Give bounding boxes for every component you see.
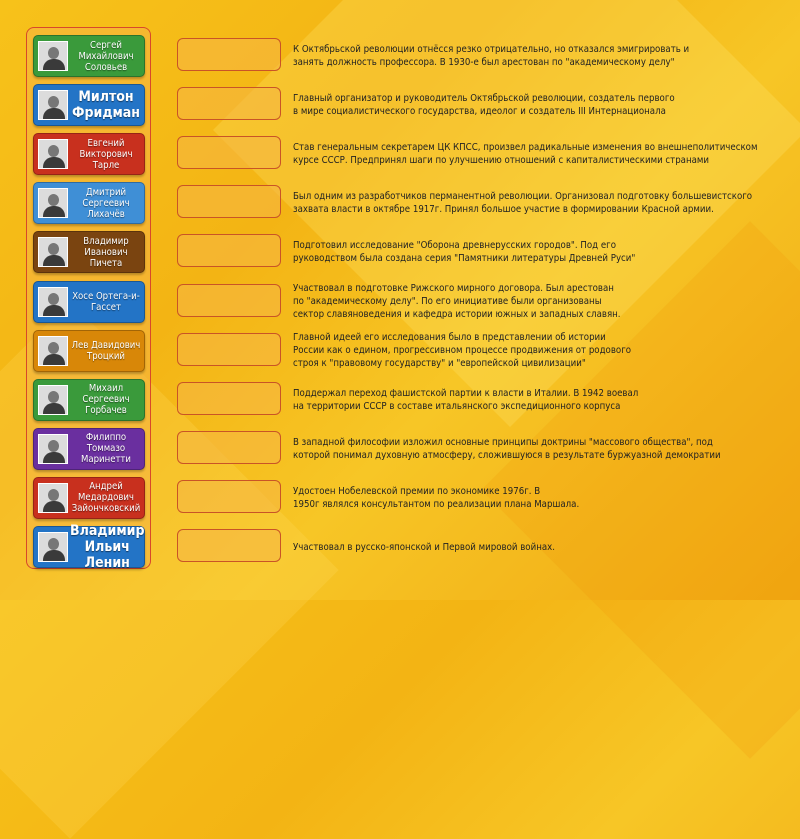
- description-text: [293, 387, 763, 413]
- person-name: Лев Давидович Троцкий: [71, 339, 141, 362]
- answer-slot[interactable]: [177, 480, 281, 513]
- portrait-photo: [38, 532, 68, 562]
- answer-slot[interactable]: [177, 382, 281, 415]
- description-text: [293, 436, 763, 462]
- description-line: 1950г являлся консультантом по реализации плана Маршала.: [293, 498, 580, 510]
- person-name: Евгений Викторович Тарле: [79, 137, 133, 171]
- person-card[interactable]: [33, 428, 145, 470]
- portrait-photo: [38, 41, 68, 71]
- answer-slot[interactable]: [177, 185, 281, 218]
- portrait-photo: [38, 483, 68, 513]
- person-name: Владимир Иванович Пичета: [83, 235, 129, 269]
- description-line: Участвовал в подготовке Рижского мирного договора. Был арестован: [293, 283, 614, 294]
- description-line: В западной философии изложил основные принципы доктрины "массового общества", под: [293, 436, 713, 448]
- description-line: по "академическому делу". По его инициативе были организованы: [293, 296, 602, 307]
- person-card[interactable]: [33, 133, 145, 175]
- person-name: Михаил Сергеевич Горбачев: [82, 383, 130, 417]
- person-name: Филиппо Томмазо Маринетти: [81, 432, 131, 466]
- answer-slot[interactable]: [177, 431, 281, 464]
- answer-slot[interactable]: [177, 333, 281, 366]
- description-text: [293, 43, 763, 69]
- person-name: Сергей Михайлович Соловьев: [78, 39, 134, 73]
- description-text: [293, 92, 763, 118]
- description-line: Поддержал переход фашистской партии к власти в Италии. В 1942 воевал: [293, 387, 639, 399]
- answer-slot[interactable]: [177, 87, 281, 120]
- description-line: Подготовил исследование "Оборона древнерусских городов". Под его: [293, 240, 616, 252]
- person-name: Милтон Фридман: [72, 89, 140, 122]
- description-line: К Октябрьской революции отнёсся резко отрицательно, но отказался эмигрировать и: [293, 44, 690, 55]
- description-line: сектор славяноведения и кафедра истории южных и западных славян.: [293, 309, 621, 320]
- portrait-photo: [38, 139, 68, 169]
- description-line: Участвовал в русско-японской и Первой мировой войнах.: [293, 541, 555, 553]
- description-line: захвата власти в октябре 1917г. Принял большое участие в формировании Красной армии.: [293, 204, 714, 216]
- person-card[interactable]: [33, 477, 145, 519]
- portrait-photo: [38, 336, 68, 366]
- description-text: [293, 282, 763, 321]
- answer-slot[interactable]: [177, 529, 281, 562]
- portrait-photo: [38, 90, 68, 120]
- person-card[interactable]: [33, 182, 145, 224]
- description-line: России как о едином, прогрессивном процессе продвижения от родового: [293, 345, 632, 357]
- description-line: которой понимал духовную атмосферу, сложившуюся в результате буржуазной демократии: [293, 449, 721, 461]
- person-card[interactable]: [33, 330, 145, 372]
- description-line: Удостоен Нобелевской премии по экономике 1976г. В: [293, 485, 541, 497]
- description-text: [293, 331, 763, 370]
- description-text: [293, 190, 763, 216]
- description-line: строя к "правовому государству" и "европейской цивилизации": [293, 358, 586, 370]
- answer-slot[interactable]: [177, 234, 281, 267]
- description-line: на территории СССР в составе итальянского экспедиционного корпуса: [293, 400, 621, 412]
- answer-slot[interactable]: [177, 136, 281, 169]
- description-line: занять должность профессора. В 1930-е был арестован по "академическому делу": [293, 57, 675, 68]
- description-line: Был одним из разработчиков перманентной революции. Организовал подготовку большевистского: [293, 191, 753, 203]
- description-text: [293, 541, 763, 554]
- person-name: Андрей Медардович Зайончковский: [71, 481, 141, 515]
- portrait-photo: [38, 385, 68, 415]
- portrait-photo: [38, 188, 68, 218]
- person-card[interactable]: [33, 35, 145, 77]
- person-card[interactable]: [33, 84, 145, 126]
- portrait-photo: [38, 434, 68, 464]
- description-line: в мире социалистического государства, идеолог и создатель III Интернационала: [293, 106, 666, 118]
- answer-slot[interactable]: [177, 38, 281, 71]
- description-line: руководством была создана серия "Памятники литературы Древней Руси": [293, 253, 636, 265]
- description-line: курсе СССР. Предпринял шаги по улучшению отношений с капиталистическими странами: [293, 155, 710, 167]
- description-line: Став генеральным секретарем ЦК КПСС, произвел радикальные изменения во внешнеполитическом: [293, 142, 758, 154]
- description-line: Главный организатор и руководитель Октябрьской революции, создатель первого: [293, 93, 675, 105]
- person-name: Хосе Ортега-и-Гассет: [72, 290, 140, 313]
- person-name: Дмитрий Сергеевич Лихачёв: [82, 186, 130, 220]
- answer-slot[interactable]: [177, 284, 281, 317]
- portrait-photo: [38, 237, 68, 267]
- person-card[interactable]: [33, 379, 145, 421]
- person-name: Владимир Ильич Ленин: [70, 523, 145, 571]
- description-text: [293, 141, 763, 167]
- person-card[interactable]: [33, 281, 145, 323]
- person-card[interactable]: [33, 523, 145, 571]
- description-text: [293, 485, 763, 511]
- portrait-photo: [38, 287, 68, 317]
- description-text: [293, 239, 763, 265]
- description-line: Главной идеей его исследования было в представлении об истории: [293, 332, 606, 344]
- person-card[interactable]: [33, 231, 145, 273]
